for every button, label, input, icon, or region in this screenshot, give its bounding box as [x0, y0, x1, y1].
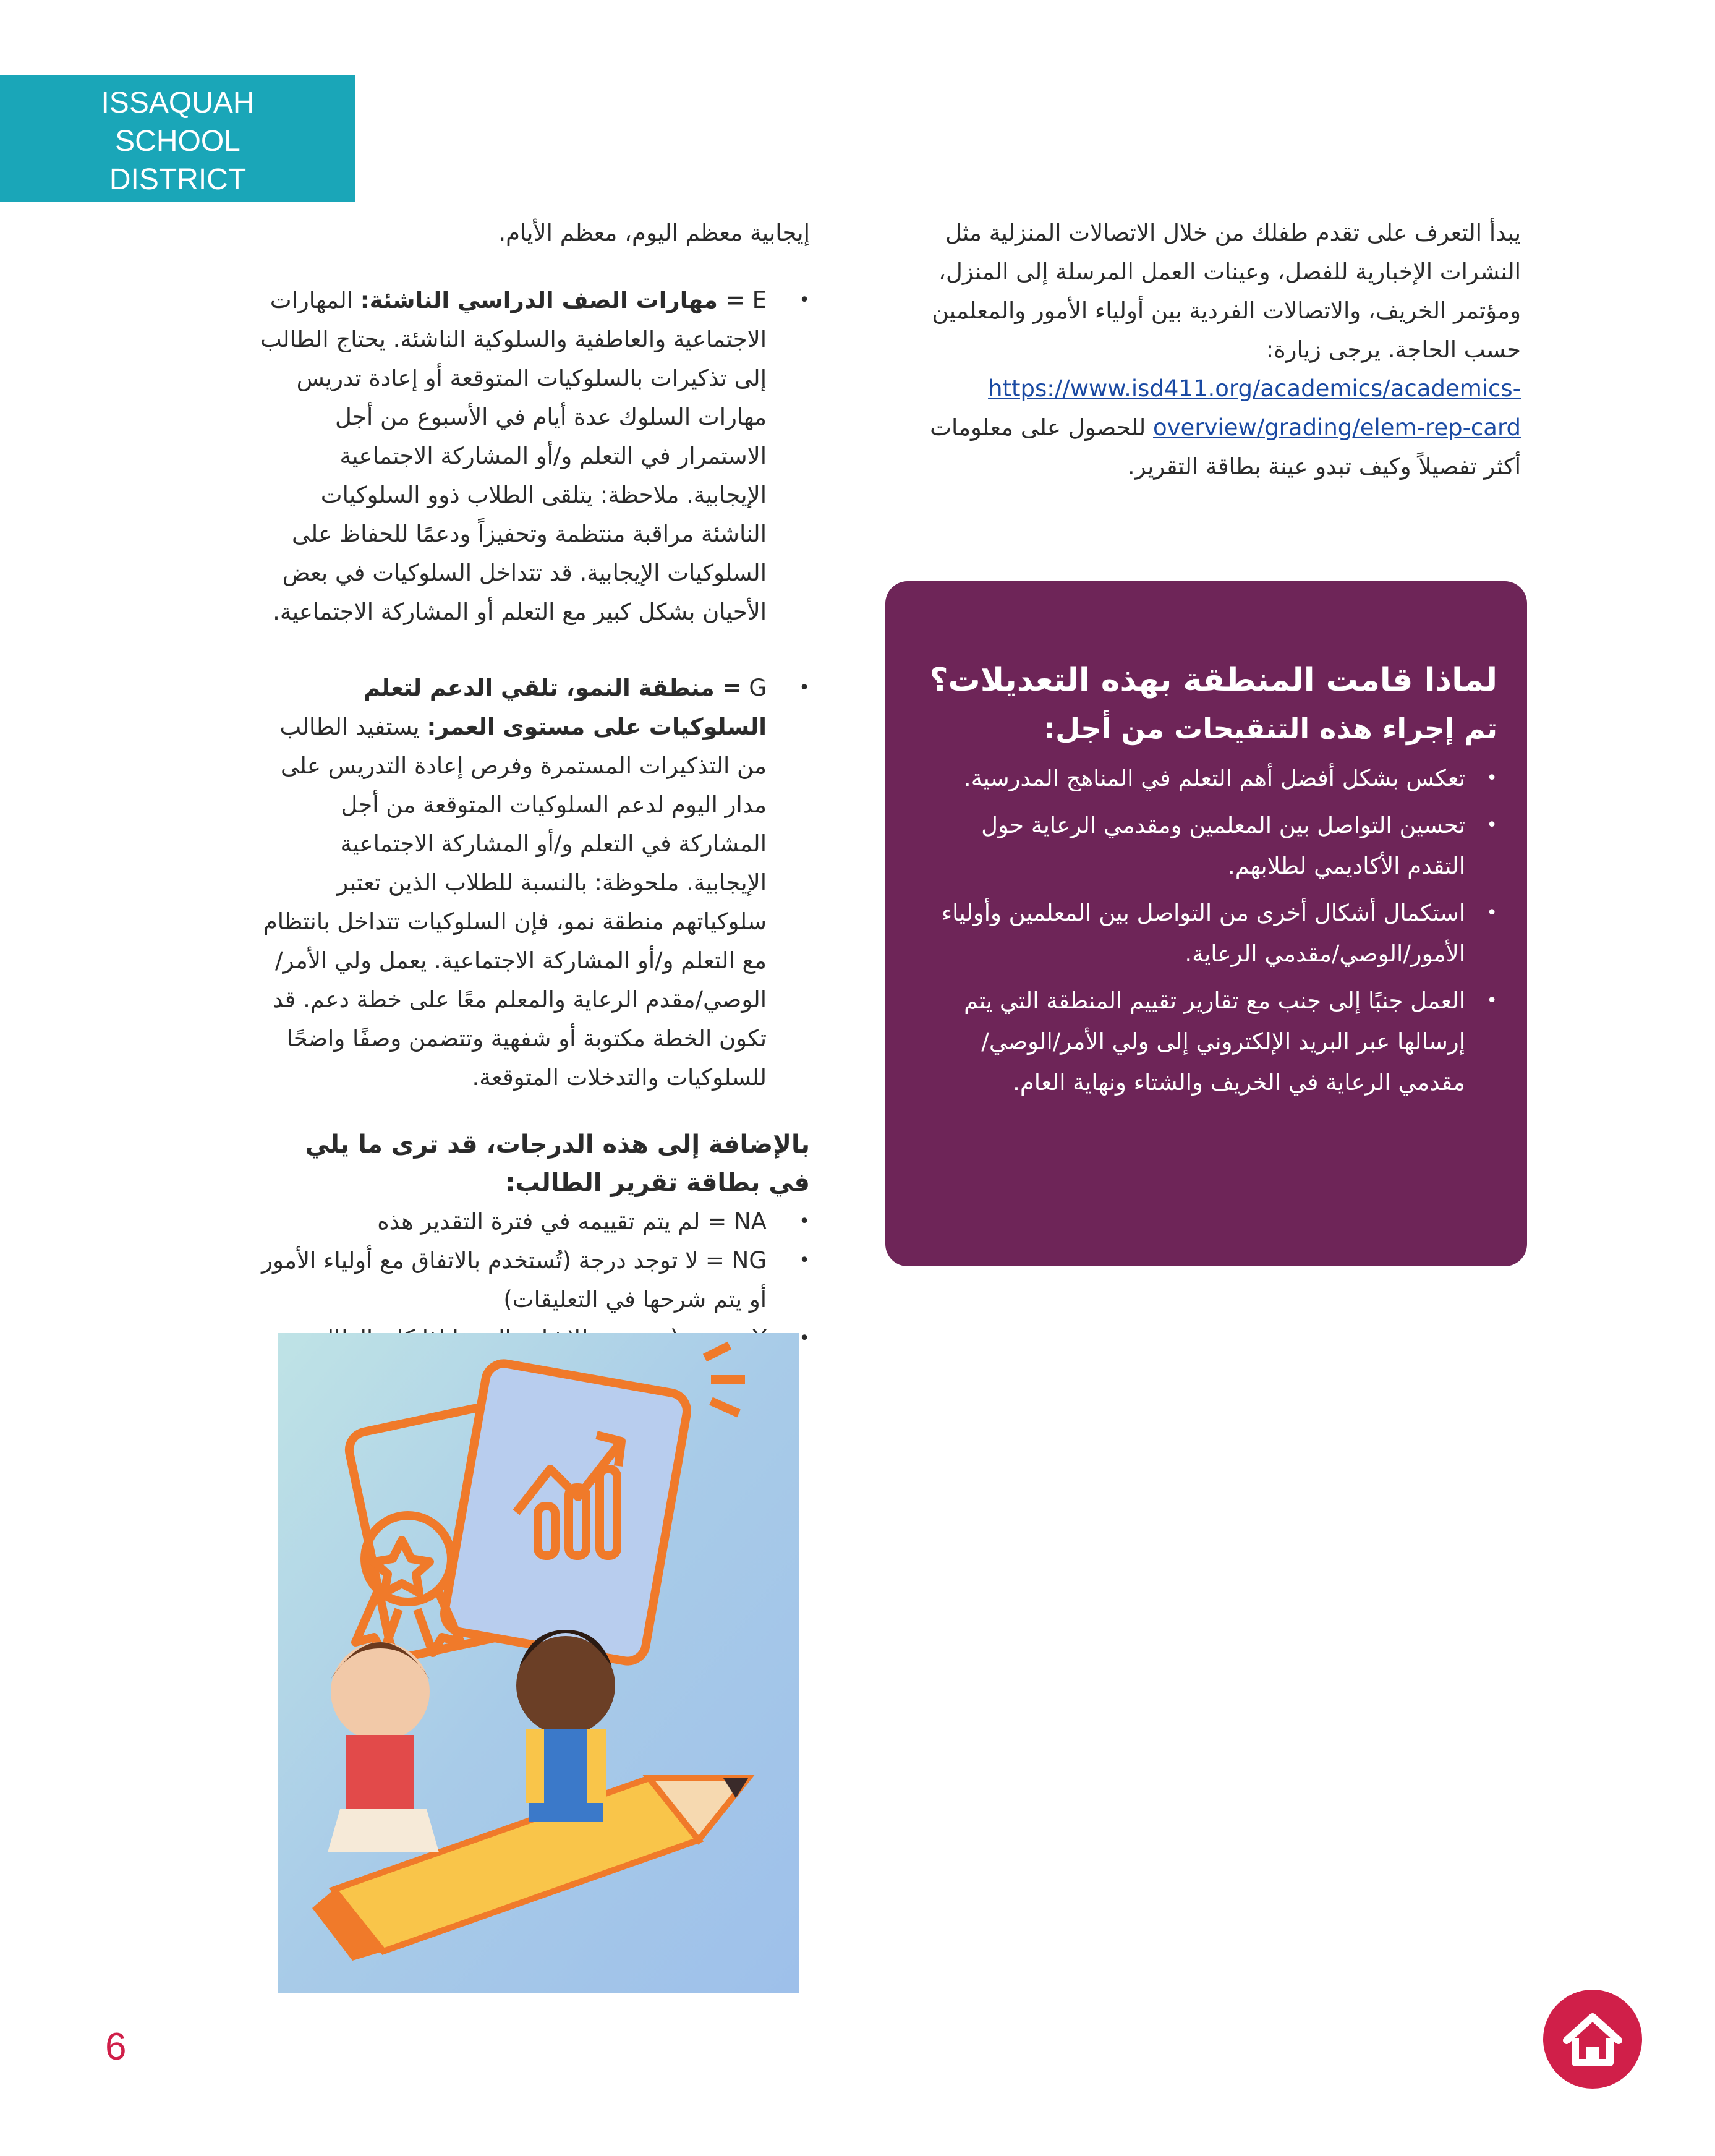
- code: NA: [734, 1208, 767, 1235]
- grade-description: المهارات الاجتماعية والعاطفية والسلوكية الناشئة. يحتاج الطالب إلى تذكيرات بالسلوكيات المتوقعة أو إعادة تدريس مهارات السلوك عدة أيام في الأسبوع من أجل الاستمرار في التعلم و/أو المشاركة الاجتماعية الإيجابية. ملاحظة: يتلقى الطلاب ذوو السلوكيات الناشئة مراقبة منتظمة وتحفيزاً ودعمًا للحفاظ على السلوكيات الإيجابية. قد تتداخل السلوكيات في بعض الأحيان بشكل كبير مع التعلم أو المشاركة الاجتماعية.: [260, 287, 767, 625]
- link-part-2: overview/grading/elem-rep-card: [1153, 414, 1521, 441]
- grade-g-item: [260, 668, 810, 1097]
- intro-text: يبدأ التعرف على تقدم طفلك من خلال الاتصالات المنزلية مثل النشرات الإخبارية للفصل، وعينات العمل المرسلة إلى المنزل، ومؤتمر الخريف، والاتصالات الفردية بين أولياء الأمور والمعلمين حسب الحاجة.: [932, 219, 1521, 363]
- code-text: = لا توجد درجة (تُستخدم بالاتفاق مع أولياء الأمور أو يتم شرحها في التعليقات): [262, 1247, 767, 1313]
- link-suffix: للحصول على معلومات أكثر تفصيلاً وكيف تبدو عينة بطاقة التقرير.: [930, 414, 1521, 480]
- box-title: لماذا قامت المنطقة بهذه التعديلات؟: [929, 662, 1497, 699]
- intro-paragraph: [927, 213, 1521, 486]
- list-item-text: استكمال أشكال أخرى من التواصل بين المعلمين وأولياء الأمور/الوصي/مقدمي الرعاية.: [941, 900, 1465, 967]
- bullet-icon: •: [799, 1211, 810, 1232]
- list-item: [922, 981, 1497, 1103]
- bullet-icon: •: [799, 289, 810, 311]
- bullet-icon: •: [1486, 814, 1497, 836]
- logo-line: ISSAQUAH: [101, 87, 255, 119]
- list-item-text: تحسين التواصل بين المعلمين ومقدمي الرعاية حول التقدم الأكاديمي لطلابهم.: [981, 812, 1465, 879]
- list-item: [922, 805, 1497, 887]
- bullet-icon: •: [1486, 902, 1497, 924]
- logo-line: SCHOOL: [115, 125, 240, 158]
- grade-description: يستفيد الطالب من التذكيرات المستمرة وفرص إعادة التدريس على مدار اليوم لدعم السلوكيات المتوقعة من أجل المشاركة في التعلم و/أو المشاركة الاجتماعية الإيجابية. ملحوظة: بالنسبة للطلاب الذين تعتبر سلوكياتهم منطقة نمو، فإن السلوكيات تتداخل بانتظام مع التعلم و/أو المشاركة الاجتماعية. يعمل ولي الأمر/ الوصي/مقدم الرعاية والمعلم معًا على خطة دعم. قد تكون الخطة مكتوبة أو شفهية وتتضمن وصفًا واضحًا للسلوكيات والتدخلات المتوقعة.: [263, 714, 767, 1091]
- list-item-text: تعكس بشكل أفضل أهم التعلم في المناهج المدرسية.: [963, 765, 1465, 791]
- list-item: [922, 893, 1497, 974]
- box-subtitle: تم إجراء هذه التنقيحات من أجل:: [1044, 712, 1497, 745]
- continued-text: إيجابية معظم اليوم، معظم الأيام.: [498, 219, 810, 246]
- bullet-icon: •: [799, 1250, 810, 1271]
- district-logo: [0, 75, 355, 202]
- additional-codes-heading: بالإضافة إلى هذه الدرجات، قد ترى ما يلي في بطاقة تقرير الطالب:: [305, 1130, 810, 1197]
- grade-letter: E: [752, 287, 767, 313]
- bullet-icon: •: [799, 677, 810, 699]
- code: NG: [731, 1247, 767, 1274]
- right-column: [927, 213, 1521, 486]
- grade-title: = مهارات الصف الدراسي الناشئة:: [360, 287, 745, 313]
- grade-title: = منطقة النمو، تلقي الدعم لتعلم السلوكيات على مستوى العمر:: [363, 675, 767, 740]
- page-number: 6: [105, 2026, 127, 2068]
- code-text: = لم يتم تقييمه في فترة التقدير هذه: [377, 1208, 727, 1235]
- reasons-list: [922, 758, 1497, 1103]
- list-item: [922, 758, 1497, 799]
- grade-definitions: [260, 281, 810, 1097]
- code-item: [260, 1241, 810, 1319]
- bullet-icon: •: [1486, 990, 1497, 1012]
- link-part-1: https://www.isd411.org/academics/academics-: [988, 375, 1521, 402]
- grade-letter: G: [749, 675, 767, 701]
- visit-prefix: يرجى زيارة:: [1266, 336, 1381, 363]
- bullet-icon: •: [799, 1327, 810, 1349]
- logo-line: DISTRICT: [109, 163, 247, 196]
- students-report-illustration: [278, 1333, 799, 1993]
- home-icon[interactable]: [1543, 1990, 1642, 2089]
- code-item: [260, 1202, 810, 1241]
- why-changes-box: [885, 581, 1527, 1266]
- left-column: [260, 213, 810, 1397]
- list-item-text: العمل جنبًا إلى جنب مع تقارير تقييم المنطقة التي يتم إرسالها عبر البريد الإلكتروني إلى ولي الأمر/الوصي/ مقدمي الرعاية في الخريف والشتاء ونهاية العام.: [964, 987, 1465, 1096]
- grade-e-item: [260, 281, 810, 631]
- bullet-icon: •: [1486, 767, 1497, 789]
